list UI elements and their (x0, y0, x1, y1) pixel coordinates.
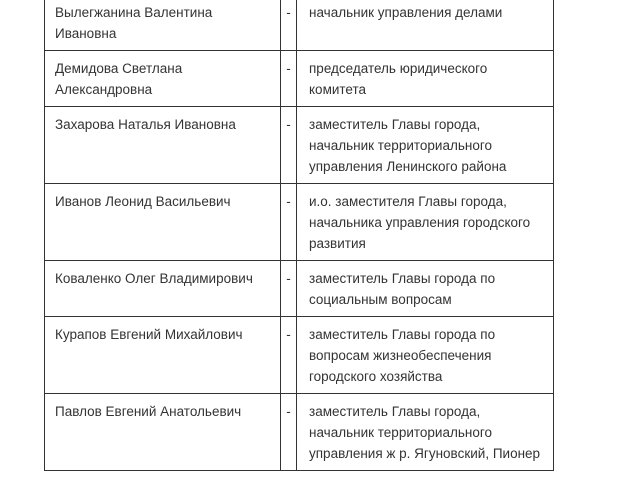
dash-separator: - (281, 0, 297, 51)
dash-separator: - (281, 184, 297, 261)
table-row (45, 51, 554, 107)
dash-separator: - (281, 51, 297, 107)
person-position: председатель юридического комитета (297, 51, 554, 107)
person-name: Демидова Светлана Александровна (45, 51, 281, 107)
person-name: Павлов Евгений Анатольевич (45, 394, 281, 471)
person-name: Вылегжанина Валентина Ивановна (45, 0, 281, 51)
dash-separator: - (281, 261, 297, 317)
table-row (45, 107, 554, 184)
dash-separator: - (281, 317, 297, 394)
person-position: заместитель Главы города по социальным вопросам (297, 261, 554, 317)
table-row (45, 394, 554, 471)
dash-separator: - (281, 107, 297, 184)
dash-separator: - (281, 394, 297, 471)
person-name: Иванов Леонид Васильевич (45, 184, 281, 261)
table-row (45, 317, 554, 394)
person-position: заместитель Главы города, начальник территориального управления ж р. Ягуновский, Пионер (297, 394, 554, 471)
table-row (45, 184, 554, 261)
table-row (45, 0, 554, 51)
person-name: Курапов Евгений Михайлович (45, 317, 281, 394)
person-name: Захарова Наталья Ивановна (45, 107, 281, 184)
person-name: Коваленко Олег Владимирович (45, 261, 281, 317)
person-position: заместитель Главы города, начальник территориального управления Ленинского района (297, 107, 554, 184)
person-position: начальник управления делами (297, 0, 554, 51)
person-position: и.о. заместителя Главы города, начальника управления городского развития (297, 184, 554, 261)
person-position: заместитель Главы города по вопросам жизнеобеспечения городского хозяйства (297, 317, 554, 394)
table-row (45, 261, 554, 317)
staff-table (44, 0, 554, 471)
